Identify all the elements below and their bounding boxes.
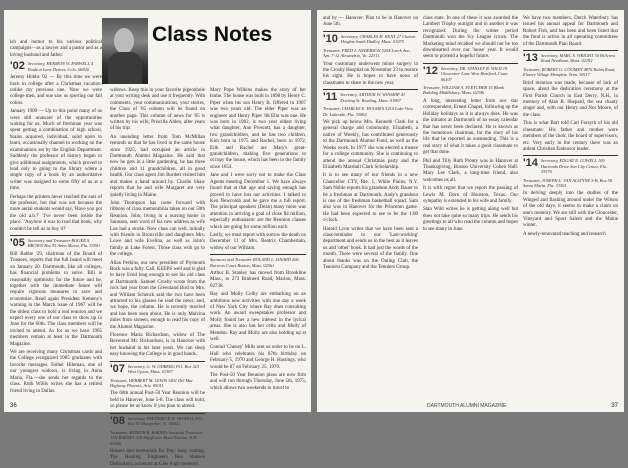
class-header xyxy=(210,257,306,268)
class-officer-address: Secretary, FREDERICK H. HOWELL P.O. Box 97 Montpelier, Vt. 05602 xyxy=(127,415,203,427)
class-officer-address: Treasurer, ARTHUR B. BARNES Assistant Treasurer, JAN BARNES 318 Mayflower Road Nashua, N.H. 03060 xyxy=(110,429,203,446)
note-paragraph: Jeremy Hobbs '02 — By this time we were back in college after a Christmas vacation: unlike my previous one. Now we were college men, and one saw us sporting our fall colors. xyxy=(10,75,102,106)
class-header xyxy=(523,53,618,64)
class-officer-address: Secretary, G. W. ODBERG P.O. Box 323 West Upton, Mass. 01587 xyxy=(127,363,200,375)
note-paragraph: This is what Bart told Carl Forsyth of his old classmate: His father and mother were members of the choir, the board of supervisors, etc. Very early in the century there was an ardent Christian Endeavor leader. xyxy=(523,121,618,152)
class-header xyxy=(10,238,102,249)
note-paragraph: We pick up below Mrs. Kenneth Clark for a general charge and community. Elizabeth, a native of Weekly, has contributed generously to the Dartmouth Alumni Fund, as well as the Weeks work. In 1977 she was elected a trustee for a college community. She is continuing to attend the annual Christmas party and the Elizabeth Marshall Clark Scholarship. xyxy=(323,120,418,170)
class-header xyxy=(323,48,418,59)
class-officer-address: Treasurer, FRED J. ANDERSON 5204 Lorch Ave., Apt. 7-12 Alexandria, Va. 22311 xyxy=(323,47,412,59)
note-paragraph: Mary Pope Wilkins makes the story of her home. The house was built in 1898 by Henry C. Piper when his son Henry B. Offered in 1907 was two years old. The elder Piper was an engineer and Henry Piper '08 Elm was one. He was born in 1902, is two year oldest living what daughter, Ann Prescott, has a daughter, two grandchildren, and he has two children, Kim born in 1975 and Rachel, born in 1972. Erik and Rachel are Mary's great-grandchildren, making five generations to occupy the house, which has been in the family since 1854. xyxy=(210,88,306,170)
note-paragraph: The 60th annual Post-50 Year Reunion will be held in Hanover, June 5-8. The class will hold, so please let us know if you plan to attend. xyxy=(110,391,205,410)
note-paragraph: class state. In one of these it was awarded the Lambert Trophy outright and in another it was recognized. During the winter period Dartmouth won the Ivy League crown. The Marketing mind recalled we should not be too downhearted over our 'loose' year. It would seem to portend a hopeful future. xyxy=(423,16,518,60)
left-column-3 xyxy=(210,88,306,400)
class-year: '08 xyxy=(110,414,125,427)
note-paragraph: widows. Keep this in your favorite pigeonhole at your writing desk and use it frequently. With comments, your communications, your stories, the Class of '05 column will be found on another page. This column of news for '05 is written by his wife, Priscilla Alden, after years of his trip. xyxy=(110,88,205,132)
class-year: '12 xyxy=(423,64,438,77)
section-divider xyxy=(523,50,618,51)
class-officer-address: Secretary, DR. STANLEY R. WILD 19 Gloucester Lane West Hartford, Conn. 06107 xyxy=(440,65,509,82)
note-paragraph: A newly-renovated teaching and research xyxy=(523,231,606,237)
class-officer-address: Treasurer, WILLIAM A. FLETCHER 15 Blank Building Middlebury, Mass. 02346 xyxy=(423,85,504,96)
section-divider xyxy=(423,63,518,64)
note-paragraph: We are receiving many Christmas cards and the College recognized 1905 graduates with favorite messages. Esther Hileman, one of our youngest widows, is living in Anna Maria, Fla.—she sends her regards to the class. Ruth Willis writes she has a retired friend living in Dallas. xyxy=(10,350,102,394)
class-header xyxy=(323,106,418,117)
class-header xyxy=(10,61,102,72)
right-column-3 xyxy=(523,16,618,402)
page-title: Class Notes xyxy=(152,23,273,46)
note-paragraph: Stan Wild writes he is getting along well but does not take quite so many trips. He sends his greetings to all who read the column and hopes to see many in June. xyxy=(423,207,518,232)
note-paragraph: Allan Perkins, our new president of Plymouth Rock was a fully. Call, KEEPS well and is glad to have lived long enough to see his old class at Dartmouth. Samuel Crosby wrote from the rock last year from the Greenland Bird to Mrs. and William Schenck said the two have been attracted to his glasses he read the news; and, we hope, the column. He is recently married and has been seen about. He is only Malvina miles from sixteen, enough to read his copy of the Alumni Magazine. xyxy=(110,260,205,330)
note-paragraph: A long, interesting letter from our star correspondent, Ernest Chapel, following up the Holiday holidays as it is always does. He was the initiator at Dartmouth of an essay calendar that has never been declared. He is known as the hometown chairman, for the story of his life that he reported as outstanding. This is a real story of what it takes a good classmate to get that done. xyxy=(423,98,518,156)
note-paragraph: Phil and Tilly Ruth Prouty was in Hanover at Thanksgiving, Boston University Cohen Hall. Mary Lee Clark, a long-time friend, also welcomes us all. xyxy=(423,158,518,183)
note-paragraph: January 1900 — Up to this point many of us were still unaware of the opportunities waiting for us. Much of freshman year was spent getting a combination of high school, brains acquired, individual, solid upon to learn, occasionally channel to working on the examinations set by the English Department. Suddenly the professor of history began to give additional assignments, which proved to lead only to going to the library where a single copy of a book by an authoritative writer was assigned to some fifty of us at a time. xyxy=(10,109,102,192)
class-year: '07 xyxy=(110,362,125,375)
note-paragraph: It is to see many of our friends in a new Chancellor CTV, Rte. 1, White Plains, N.Y. Sam Noble reports his grandson Andy Bauer to be a freshman at Dartmouth. Andy's grandson is one of the freshman basketball squad. Sam also was in Hanover for the Princeton game. He had been expected to see to be the 1:00 o'clock. xyxy=(323,173,418,224)
class-officer-address: Secretary, EDGAR N. LOWELL 109 Hacienda Drive Sun City Center, Fla. 33570 xyxy=(540,158,608,175)
class-officer-address: Secretary, MARC S. WRIGHT 30 Hillcrest Road Needham, Mass. 02192 xyxy=(540,53,616,64)
note-paragraph: Bill Rabbe '29, chairman of the Board of Trustees, reports that the full board will meet on January 20. Dartmouth, like all colleges, has financial problems to solve. Bill is reasonably optimistic for the future and he, together with the immediate future will require vigorous measures to save and economize. Read again President Kemeny's warning in the March issue of 1967 will be the oldest class to hold a real reunion and we expect every one of our class to show up in June for the 60th. The class members will be invited to attend. As for us we have 1905 members remain at least in the Dartmouth Magazine. xyxy=(10,251,102,347)
class-officer-address: Treasurer, CHARLES E. HUGHES 3214 Lake View Dr. Lakeside, Fla. 33862 xyxy=(323,106,414,117)
class-header xyxy=(423,66,518,82)
note-paragraph: It is with regret that we report the passing of Lewis M. Dorn of Houston, Texas. Our sympathy is extended to his wife and family. xyxy=(423,186,518,204)
note-paragraph: Jane and I were sorry not to make the Class Agents meeting December 1. We have always found that at that age and saving enough has proved to have lost our activities. I talked to Ken Newcomb and he gave me a full report. The principal speakers (Dean) many more was attention in arriving a goal of close $4 million, especially enthusiastic are the Reunion classes which are going for some million each. xyxy=(210,173,306,230)
class-officer-address: Sponsors and Treasurer ROLAND L. ISNARD 266 Burrows Court Boston, Mass. 02561 xyxy=(210,257,299,268)
note-paragraph: Your customary underwent minor surgery in the Crosby Hospital on November 23 to restore his sight. He is hopes to have news of classmates to share in the new year. xyxy=(323,61,418,86)
note-paragraph: In delving deeply into the studies of the Winged and flashing around under the Wilson of the old days, it seems to make a claim on one's memory. We are still with the Gloucester, Vineyard and Sport Salem and the Maine winter. xyxy=(523,191,618,229)
right-page xyxy=(317,10,624,412)
right-column-1 xyxy=(323,16,418,402)
class-header xyxy=(423,85,518,96)
left-column-2 xyxy=(110,88,205,467)
class-header xyxy=(110,430,205,446)
note-paragraph: Brief mention was made, because of lack of space, about the dedication ceremony at the First Parish Church in East Derry, N.H., in memory of Alan B. Shepard, the sea chanty singer and, with our Henry and Nor Moore, of the class. xyxy=(523,80,618,118)
class-officer-address: Treasurer, HERBERT M. LEWIS 3401 Del Mar Highway Phoenix, Ariz. 85011 xyxy=(110,377,194,389)
class-officer-address: Treasurer, ROBERT G. COOMEY 4876 Robin Road, Elmore Village Memphis, Tenn. 38117 xyxy=(523,67,616,78)
note-paragraph: Harold Lyon writes that we have been sent a class-reminder to our 'Last-working' department and sends us to the best as it leaves us and 'other' book. It had just the words of the month. There were several of the family. One about thanks was on the Outing Club, the Tenniers Company and the Tenniers Group. xyxy=(323,226,418,270)
class-header xyxy=(323,92,418,103)
class-header xyxy=(110,378,205,389)
page-number-left: 36 xyxy=(10,403,17,409)
section-divider xyxy=(110,361,205,362)
page-number-right: 37 xyxy=(611,403,618,409)
class-header xyxy=(523,178,618,189)
note-paragraph: The Post-50 Year Reunion plans are now firm and will run through Thursday, June 5th, 1975, which allows two weekends to travel to xyxy=(210,373,306,391)
class-notes-photo xyxy=(102,18,148,84)
note-paragraph: Honors and memorials for 'Pop' keep coming. The Heating Engineers Ben Hansen Dedication; a concert at Glee Pug's memory. xyxy=(110,448,205,467)
left-page xyxy=(4,10,311,467)
class-officer-address: Treasurer, JOSEPH L. VAN ALSTYNE 3-B, Box 50 Santa Maria, Fla. 33501 xyxy=(523,177,613,188)
class-officer-address: Secretary, ARTHUR W. WINSHIP 41 Doering St. Reading, Mass. 01867 xyxy=(340,92,406,103)
left-column-1 xyxy=(10,40,102,400)
note-paragraph: Florence Maria Richardson, widow of The Reverend Mr. Richardson, is in Hanover with her husband in his later years. We can sleep easy knowing the College is in good hands. xyxy=(110,333,205,358)
magazine-footer: DARTMOUTH ALUMNI MAGAZINE xyxy=(427,403,507,409)
section-divider xyxy=(523,155,618,156)
note-paragraph: Arthur B. Stanley has moved from Brookline Mass., to 273 Brainerd Road, Marion, Mass. 02738. xyxy=(210,270,306,289)
note-paragraph: Ray and Molly Colby are embarking on an ambitious new activities with one day a week of New York City where Ray does consulting work. An award sweepstakes professor and Molly found her a new interest in the lyrical areas. She is also has her cello and Molly of Mendon. Ray and Molly are also holding up at well. xyxy=(210,292,306,343)
class-officer-address: Secretary, HERMON W. FARWELL 4 Paulton Lane Denver, Colo. 06820 xyxy=(27,61,94,72)
class-year: '14 xyxy=(523,157,538,170)
class-header xyxy=(323,34,418,45)
class-year: '10 xyxy=(323,32,338,45)
class-header xyxy=(110,364,205,375)
class-year: '13 xyxy=(523,52,538,65)
section-divider xyxy=(323,89,418,90)
class-header xyxy=(523,158,618,174)
note-paragraph: John Thompson has come forward with ribbons of class memorabilia taken on our 50th Reunion. John, living in a nursing home in Sarasota, sent word of his new address as wife Lue had a stroke. Now class can well, initially with friends in Bronxville and daughters Mrs. Lowe and wife Evelina, as well as John's family at Lake Forest. Those class with go to the college. xyxy=(110,200,205,258)
section-divider xyxy=(210,254,306,255)
note-paragraph: We have two members. Dutch Waterbury has issued his annual appeal for Dartmouth and Robert Fish, and has been and been listed that the fund is active in all operating committees of the Dartmouth Plan Board. xyxy=(523,16,618,47)
class-year: '05 xyxy=(10,236,25,249)
right-column-2 xyxy=(423,16,518,402)
section-divider xyxy=(10,235,102,236)
note-paragraph: and by — Hanover. Plan to be in Hanover on June 5th. xyxy=(323,16,418,28)
class-year: '02 xyxy=(10,60,25,73)
note-paragraph: Conrad 'Cheney' Mills sent us order to be on L. Hall who celebrates his 87th birthday on February 5, 1970 and George H. Hastings, who would be 87 on February 25, 1970. xyxy=(210,345,306,370)
note-paragraph: Lastly, we must report with sorrow the death on December 11 of Mrs. Beatrix Chamberlain, widow of our William. xyxy=(210,232,306,251)
class-header xyxy=(110,416,205,427)
class-officer-address: Secretary, CHARLES H. KENT 27 Charon Heights South Hadley, Mass. 01075 xyxy=(340,33,416,45)
section-divider xyxy=(110,413,205,414)
note-paragraph: ish and humor to his various political campaigns—as a lawyer and a pastor and as a loving husband and father. xyxy=(10,40,102,58)
class-year: '11 xyxy=(323,91,338,104)
note-paragraph: Perhaps the printers never reached the ears of the professor, but that was not because the more aerial students would say, 'Have you got the old a.b.?' 'I've never been inside the place.' 'Anyhow it was to read that book, why couldn't he tell us to buy it?' xyxy=(10,194,102,232)
class-header xyxy=(523,67,618,78)
class-officer-address: Secretary and Treasurer ROGER S. BROWN Box 95 Anna Maria, Fla. 33501 xyxy=(27,237,101,249)
section-divider xyxy=(323,31,418,32)
note-paragraph: An unending letter from Tom McMillan reminds us that he has lived in the same house since 1925, had occupied an article in Dartmouth Alumni Magazine. He said that now he gets in a little gardening, he has three children and 11 grandchildren, all in good health. Our class agent Jim Burdett visited him and makes a hand around by. Charlie Shaw reports that he and wife Margaret are very quietly living in Maine. xyxy=(110,134,205,198)
